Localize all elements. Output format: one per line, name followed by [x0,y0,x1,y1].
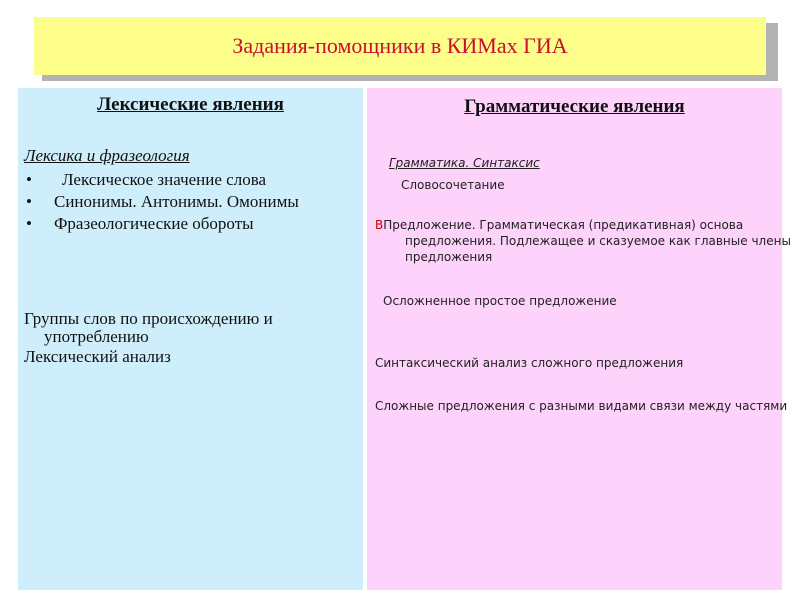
list-item: • Синонимы. Антонимы. Омонимы [24,192,359,212]
title-bar [34,17,766,75]
sentence-body: Предложение. Грамматическая (предикативная) основа предложения. Подлежащее и сказуемое как главные члены предложения [383,218,791,264]
word-combination-text: Словосочетание [401,178,505,192]
syntax-analysis-text: Синтаксический анализ сложного предложения [375,356,684,370]
sentence-prefix: В [375,218,384,232]
sentence-text [375,217,800,265]
grammar-column [367,88,791,590]
grammar-subheading: Грамматика. Синтаксис [389,156,540,170]
grammar-heading: Грамматические явления [464,96,685,117]
lexical-bullet-list [24,170,359,236]
lexical-analysis-text: Лексический анализ [24,347,171,366]
complex-sentences-text: Сложные предложения с разными видами связи между частями [375,399,788,413]
lexical-column [18,88,363,590]
word-groups-text: Группы слов по происхождению и употреблению [24,309,273,346]
list-item: • Лексическое значение слова [24,170,359,190]
list-item: • Фразеологические обороты [24,214,359,234]
lexical-subheading: Лексика и фразеология [24,146,190,165]
complicated-sentence-text: Осложненное простое предложение [383,294,617,308]
slide-title: Задания-помощники в КИМах ГИА [232,33,568,58]
lexical-heading: Лексические явления [97,94,284,115]
